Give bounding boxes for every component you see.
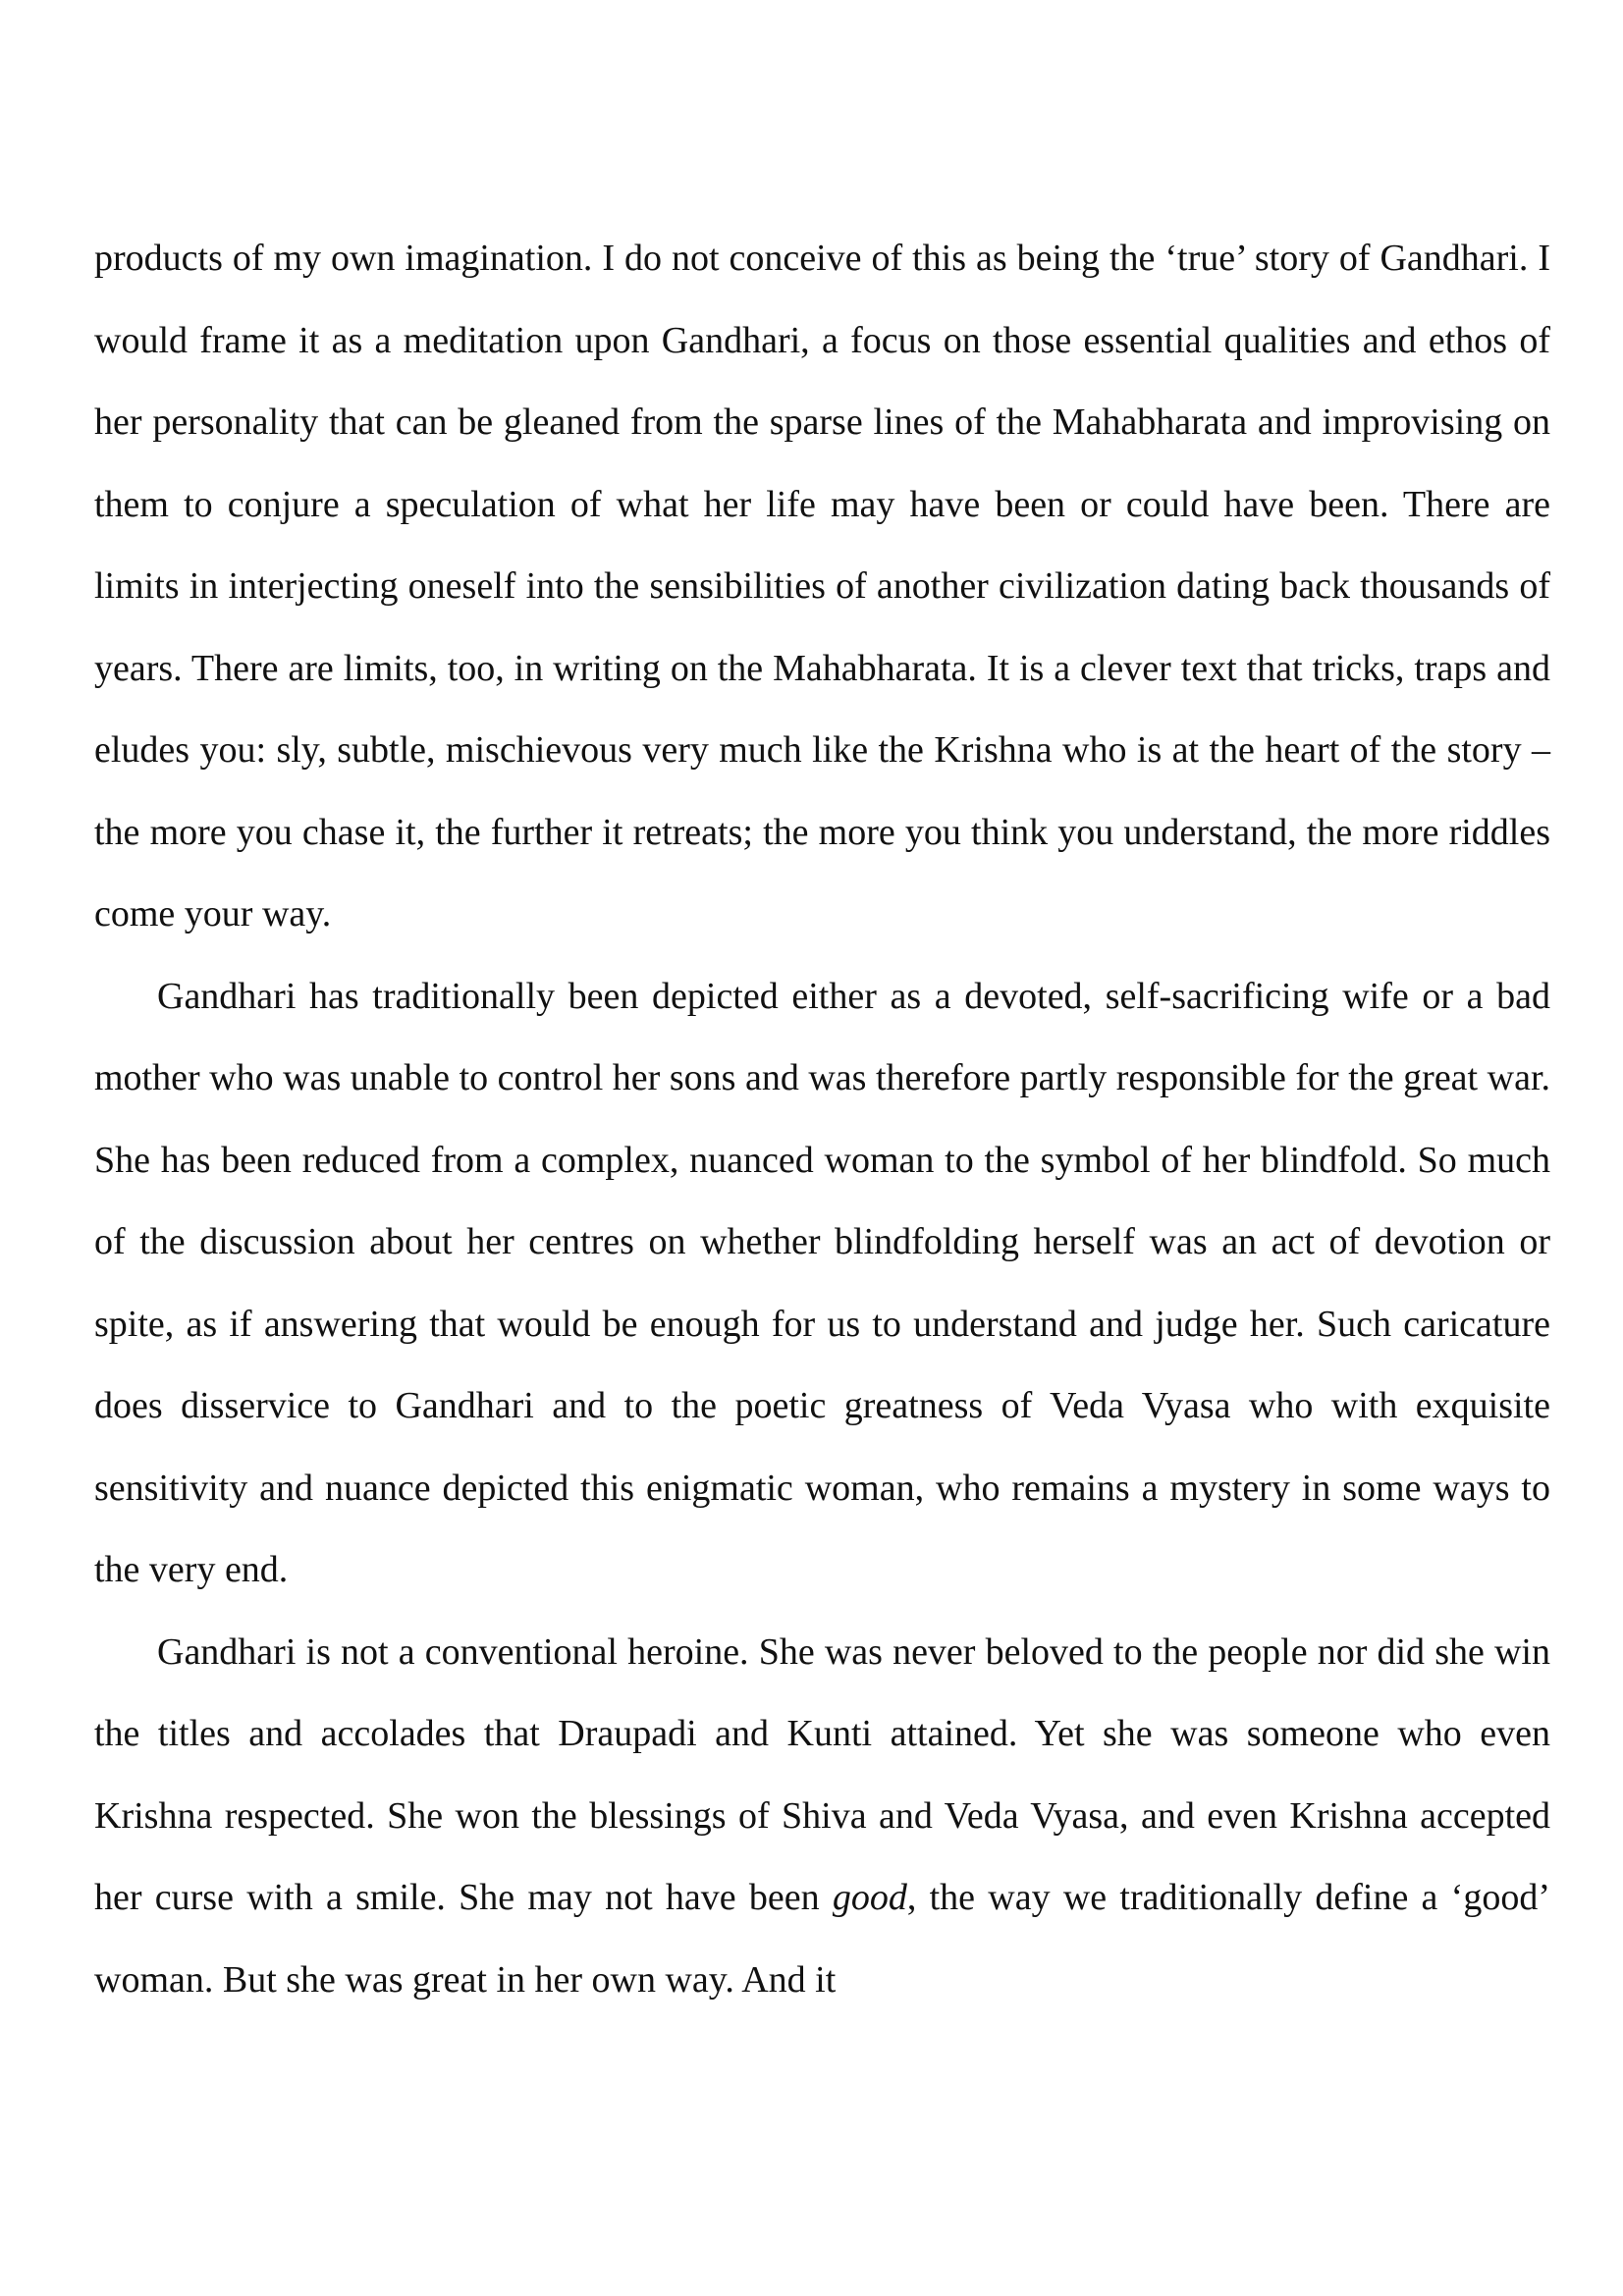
paragraph-3-emphasis: good (832, 1877, 907, 1918)
paragraph-1: products of my own imagination. I do not conceive of this as being the ‘true’ story of Gandhari. I would frame it as a meditation upon Gandhari, a focus on those essential qualities and ethos of her personality that can be gleaned from the sparse lines of the Mahabharata and improvising on them to conjure a speculation of what her life may have been or could have been. There are limits in interjecting oneself into the sensibilities of another civilization dating back thousands of years. There are limits, too, in writing on the Mahabharata. It is a clever text that tricks, traps and eludes you: sly, subtle, mischievous very much like the Krishna who is at the heart of the story – the more you chase it, the further it retreats; the more you think you understand, the more riddles come your way. (94, 238, 1550, 934)
paragraph-3-part-1: Gandhari is not a conventional heroine. She was never beloved to the people nor did she win the titles and accolades that Draupadi and Kunti attained. Yet she was someone who even Krishna respected. She won the blessings of Shiva and Veda Vyasa, and even Krishna accepted her curse with a smile. She may not have been (94, 1630, 1550, 1918)
paragraph-2: Gandhari has traditionally been depicted either as a devoted, self-sacrificing wife or a bad mother who was unable to control her sons and was therefore partly responsible for the great war. She has been reduced from a complex, nuanced woman to the symbol of her blindfold. So much of the discussion about her centres on whether blindfolding herself was an act of devotion or spite, as if answering that would be enough for us to understand and judge her. Such caricature does disservice to Gandhari and to the poetic greatness of Veda Vyasa who with exquisite sensitivity and nuance depicted this enigmatic woman, who remains a mystery in some ways to the very end. (94, 975, 1550, 1590)
paragraph-3-part-2: , the way we traditionally define a ‘good’ woman. But she was great in her own way. And it (94, 1877, 1550, 2001)
paragraph-3 (94, 1612, 1550, 2022)
body-text (94, 218, 1550, 2021)
